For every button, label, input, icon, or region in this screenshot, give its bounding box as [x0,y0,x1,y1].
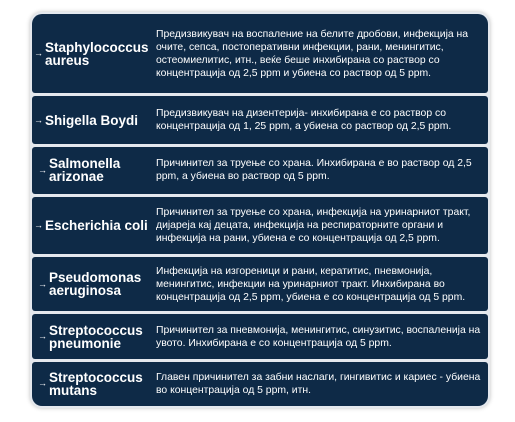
bacteria-name-cell [32,41,152,67]
bacteria-name: Pseudomonas aeruginosa [49,270,142,299]
bacteria-name: Staphylococcus aureus [45,39,149,68]
table-row [32,257,488,311]
bacteria-name: Escherichia coli [45,217,148,233]
table-row [32,14,488,93]
arrow-right-icon: → [38,378,47,389]
bacteria-name: Salmonella arizonae [49,156,121,185]
arrow-right-icon: → [38,331,47,341]
bacteria-description: Причинител за пневмонија, менингитис, синузитис, воспаленија на увото. Инхибирана е со концентрација од 5 ppm. [156,324,481,349]
bacteria-table-panel [30,12,490,408]
bacteria-name-cell [32,114,152,127]
table-row [32,197,488,255]
bacteria-name-cell [32,219,152,232]
bacteria-name: Streptococcus mutans [49,369,143,398]
table-row [32,362,488,406]
table-row [32,314,488,358]
bacteria-name-cell [32,371,152,397]
bacteria-description: Причинител за труење со храна. Инхибирана е во раствор од 2,5 ppm, а убиена во раствор од 5 ppm. [156,158,472,183]
bacteria-description: Предизвикувач на дизентерија- инхибирана е со раствор со концентрација од 1, 25 ppm, а убиена со раствор од 2,5 ppm. [156,108,452,133]
bacteria-name: Shigella Boydi [45,112,139,128]
arrow-right-icon: → [34,48,43,59]
arrow-right-icon: → [34,219,43,230]
bacteria-name-cell [32,157,152,183]
arrow-right-icon: → [34,114,43,125]
bacteria-description: Инфекција на изгореници и рани, кератитис, пневмонија, менингитис, инфекции на уринарниот тракт. Инхибирана во концентрација од 2,5 ppm, убиена е со концентрација од 5 ppm. [156,265,466,303]
table-row [32,96,488,144]
bacteria-description: Главен причинител за забни наслаги, гингивитис и кариес - убиена во концентрација од 5 ppm, итн. [156,371,481,396]
bacteria-name-cell [32,324,152,350]
bacteria-name-cell [32,271,152,297]
arrow-right-icon: → [38,278,47,289]
bacteria-description: Причинител за труење со храна, инфекција на уринарниот тракт, дијареја кај децата, инфекција на респираторните органи и инфекција на рани, убиена е со концентрација од 2,5 ppm. [156,206,471,244]
bacteria-name: Streptococcus pneumonie [49,322,143,351]
table-row [32,147,488,193]
arrow-right-icon: → [38,164,47,175]
bacteria-table [32,14,488,406]
bacteria-description: Предизвикувач на воспаление на белите дробови, инфекција на очите, сепса, постоперативни инфекции, рани, менингитис, остеомиелитис, итн., веќе беше инхибирана со раствор со концентрација од 2,5 ppm и убиена со раствор од 5 ppm. [156,28,469,79]
